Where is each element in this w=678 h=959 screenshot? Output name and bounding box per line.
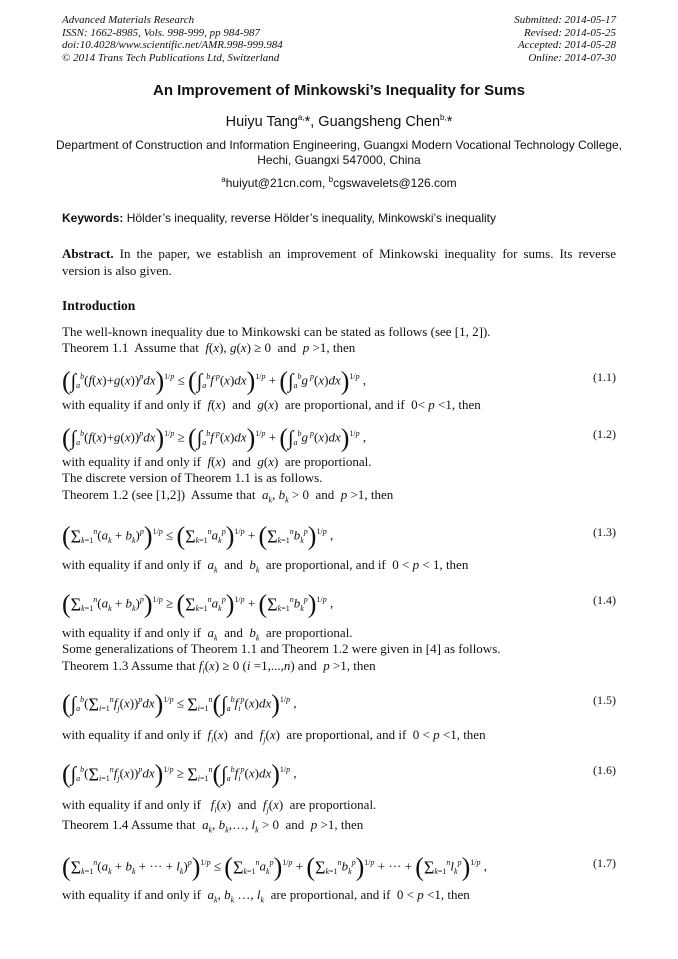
date-revised: Revised: 2014-05-25 — [524, 26, 616, 39]
journal-doi: doi:10.4028/www.scientific.net/AMR.998-999.984 — [62, 39, 283, 51]
equation-1-2: $(\int_a^b(f(x)+g(x))^pdx)^{1/p} \ge (\int_a^bf$ $^p(x)dx)^{1/p} + (\int_a^bg$ $^p$(x)dx)$^{1/p}$ , (1.2) — [62, 414, 616, 454]
equation-1-5: $(\int_a^b(\Sigma_{i=1}^nf_j(x))^pdx)^{1/p} \le \Sigma_{i=1}^n(\int_a^bf_i^p(x)dx)^{1/p}$ , (1.5) — [62, 680, 616, 720]
journal-header — [62, 14, 283, 64]
dates-header — [514, 14, 616, 64]
equality-line-1: with equality if and only if f(x) and g(x) are proportional, and if 0< p <1, then — [62, 397, 481, 412]
journal-copyright: © 2014 Trans Tech Publications Ltd, Switzerland — [62, 51, 280, 64]
date-submitted: Submitted: 2014-05-17 — [514, 14, 616, 26]
equation-1-6: $(\int_a^b(\Sigma_{i=1}^nf_j(x))^pdx)^{1/p} \ge \Sigma_{i=1}^n(\int_a^bf_i^p(x)dx)^{1/p}$ , (1.6) — [62, 750, 616, 790]
date-online: Online: 2014-07-30 — [528, 51, 616, 64]
authors: Huiyu Tang$^{a,}$*, Guangsheng Chen$^{b,}$* — [225, 113, 453, 130]
eq-number-1-5: (1.5) — [593, 693, 616, 707]
affiliation: Department of Construction and Information Engineering, Guangxi Modern Vocational Technology College, Hechi, Guangxi 547000, China — [55, 138, 623, 167]
equation-1-7: ($\Sigma_{k=1}^n(a_k + b_k$ + ··· + $l_k)^p)^{1/p} \le (\Sigma_{k=1}^na_k^p)^{1/p} + (\Sigma_{k=1}^nb_k^p)^{1/p}$ + ··· + $(\Sigma_{k=1}^nl_k^p)^{1/p}$ , (1.7) — [62, 843, 616, 883]
eq-number-1-7: (1.7) — [593, 856, 616, 870]
eq-number-1-6: (1.6) — [593, 763, 616, 777]
theorem-1-3: Theorem 1.3 Assume that $f_i(x) \ge 0$ (i =1,...,n) and p >1, then — [62, 658, 376, 676]
section-heading: Introduction — [62, 298, 136, 313]
equation-1-4: $(\Sigma_{k=1}^n(a_k + b_k)^p)^{1/p} \ge (\Sigma_{k=1}^na_k^p)^{1/p} + (\Sigma_{k=1}^nb_k^p)^{1/p}$ , (1.4) — [62, 580, 616, 620]
equality-line-6: with equality if and only if $f_i(x)$ and $f_j(x)$ are proportional. — [62, 797, 377, 815]
equality-line-4: with equality if and only if $a_k$ and $b_k$ are proportional. — [62, 625, 353, 643]
discrete-intro: The discrete version of Theorem 1.1 is as follows. — [62, 470, 323, 485]
emails: $^a$huiyut@21cn.com, $^b$cgswavelets@126.com — [221, 175, 457, 190]
equality-line-2: with equality if and only if f(x) and g(x) are proportional. — [62, 454, 372, 469]
keywords-label: Keywords: — [62, 211, 124, 225]
eq-number-1-4: (1.4) — [593, 593, 616, 607]
theorem-1-4: Theorem 1.4 Assume that $a_k$, $b_k,\dots$, $l_k > 0$ and p >1, then — [62, 817, 364, 835]
keywords — [62, 211, 496, 225]
abstract — [62, 245, 616, 279]
eq-number-1-1: (1.1) — [593, 370, 616, 384]
date-accepted: Accepted: 2014-05-28 — [517, 39, 616, 51]
abstract-text: In the paper, we establish an improvement of Minkowski inequality for sums. Its reverse version is also given. — [62, 246, 617, 278]
keywords-text: Hölder’s inequality, reverse Hölder’s inequality, Minkowski’s inequality — [126, 211, 496, 225]
equation-1-1: $(\int_a^b(f(x)+g(x))^pdx)^{1/p} \le (\int_a^bf$ $^p(x)dx)^{1/p} + (\int_a^bg$ $^p$(x)dx)$^{1/p}$ , (1.1) — [62, 357, 616, 397]
eq-number-1-3: (1.3) — [593, 525, 616, 539]
paper-title: An Improvement of Minkowski’s Inequality for Sums — [152, 82, 525, 99]
theorem-1-1: Theorem 1.1 Assume that f(x), g(x) ≥ 0 and p >1, then — [62, 340, 356, 355]
equality-line-7: with equality if and only if $a_k$, $b_k$ …, $l_k$ are proportional, and if 0 < p <1, then — [62, 887, 470, 905]
theorem-1-2: Theorem 1.2 (see [1,2]) Assume that $a_k$, $b_k > 0$ and p >1, then — [62, 487, 394, 505]
equality-line-3: with equality if and only if $a_k$ and $b_k$ are proportional, and if 0 < p < 1, then — [62, 557, 469, 575]
generalizations-intro: Some generalizations of Theorem 1.1 and Theorem 1.2 were given in [4] as follows. — [62, 641, 501, 656]
journal-issn: ISSN: 1662-8985, Vols. 998-999, pp 984-987 — [62, 26, 260, 39]
intro-text: The well-known inequality due to Minkowski can be stated as follows (see [1, 2]). — [62, 324, 491, 339]
abstract-label: Abstract. — [62, 246, 114, 261]
equation-1-3: $(\Sigma_{k=1}^n(a_k + b_k)^p)^{1/p} \le (\Sigma_{k=1}^na_k^p)^{1/p} + (\Sigma_{k=1}^nb_k^p)^{1/p}$ , (1.3) — [62, 512, 616, 552]
eq-number-1-2: (1.2) — [593, 427, 616, 441]
equality-line-5: with equality if and only if $f_i(x)$ and $f_j(x)$ are proportional, and if 0 < p <1, then — [62, 727, 486, 745]
journal-name: Advanced Materials Research — [62, 14, 195, 26]
